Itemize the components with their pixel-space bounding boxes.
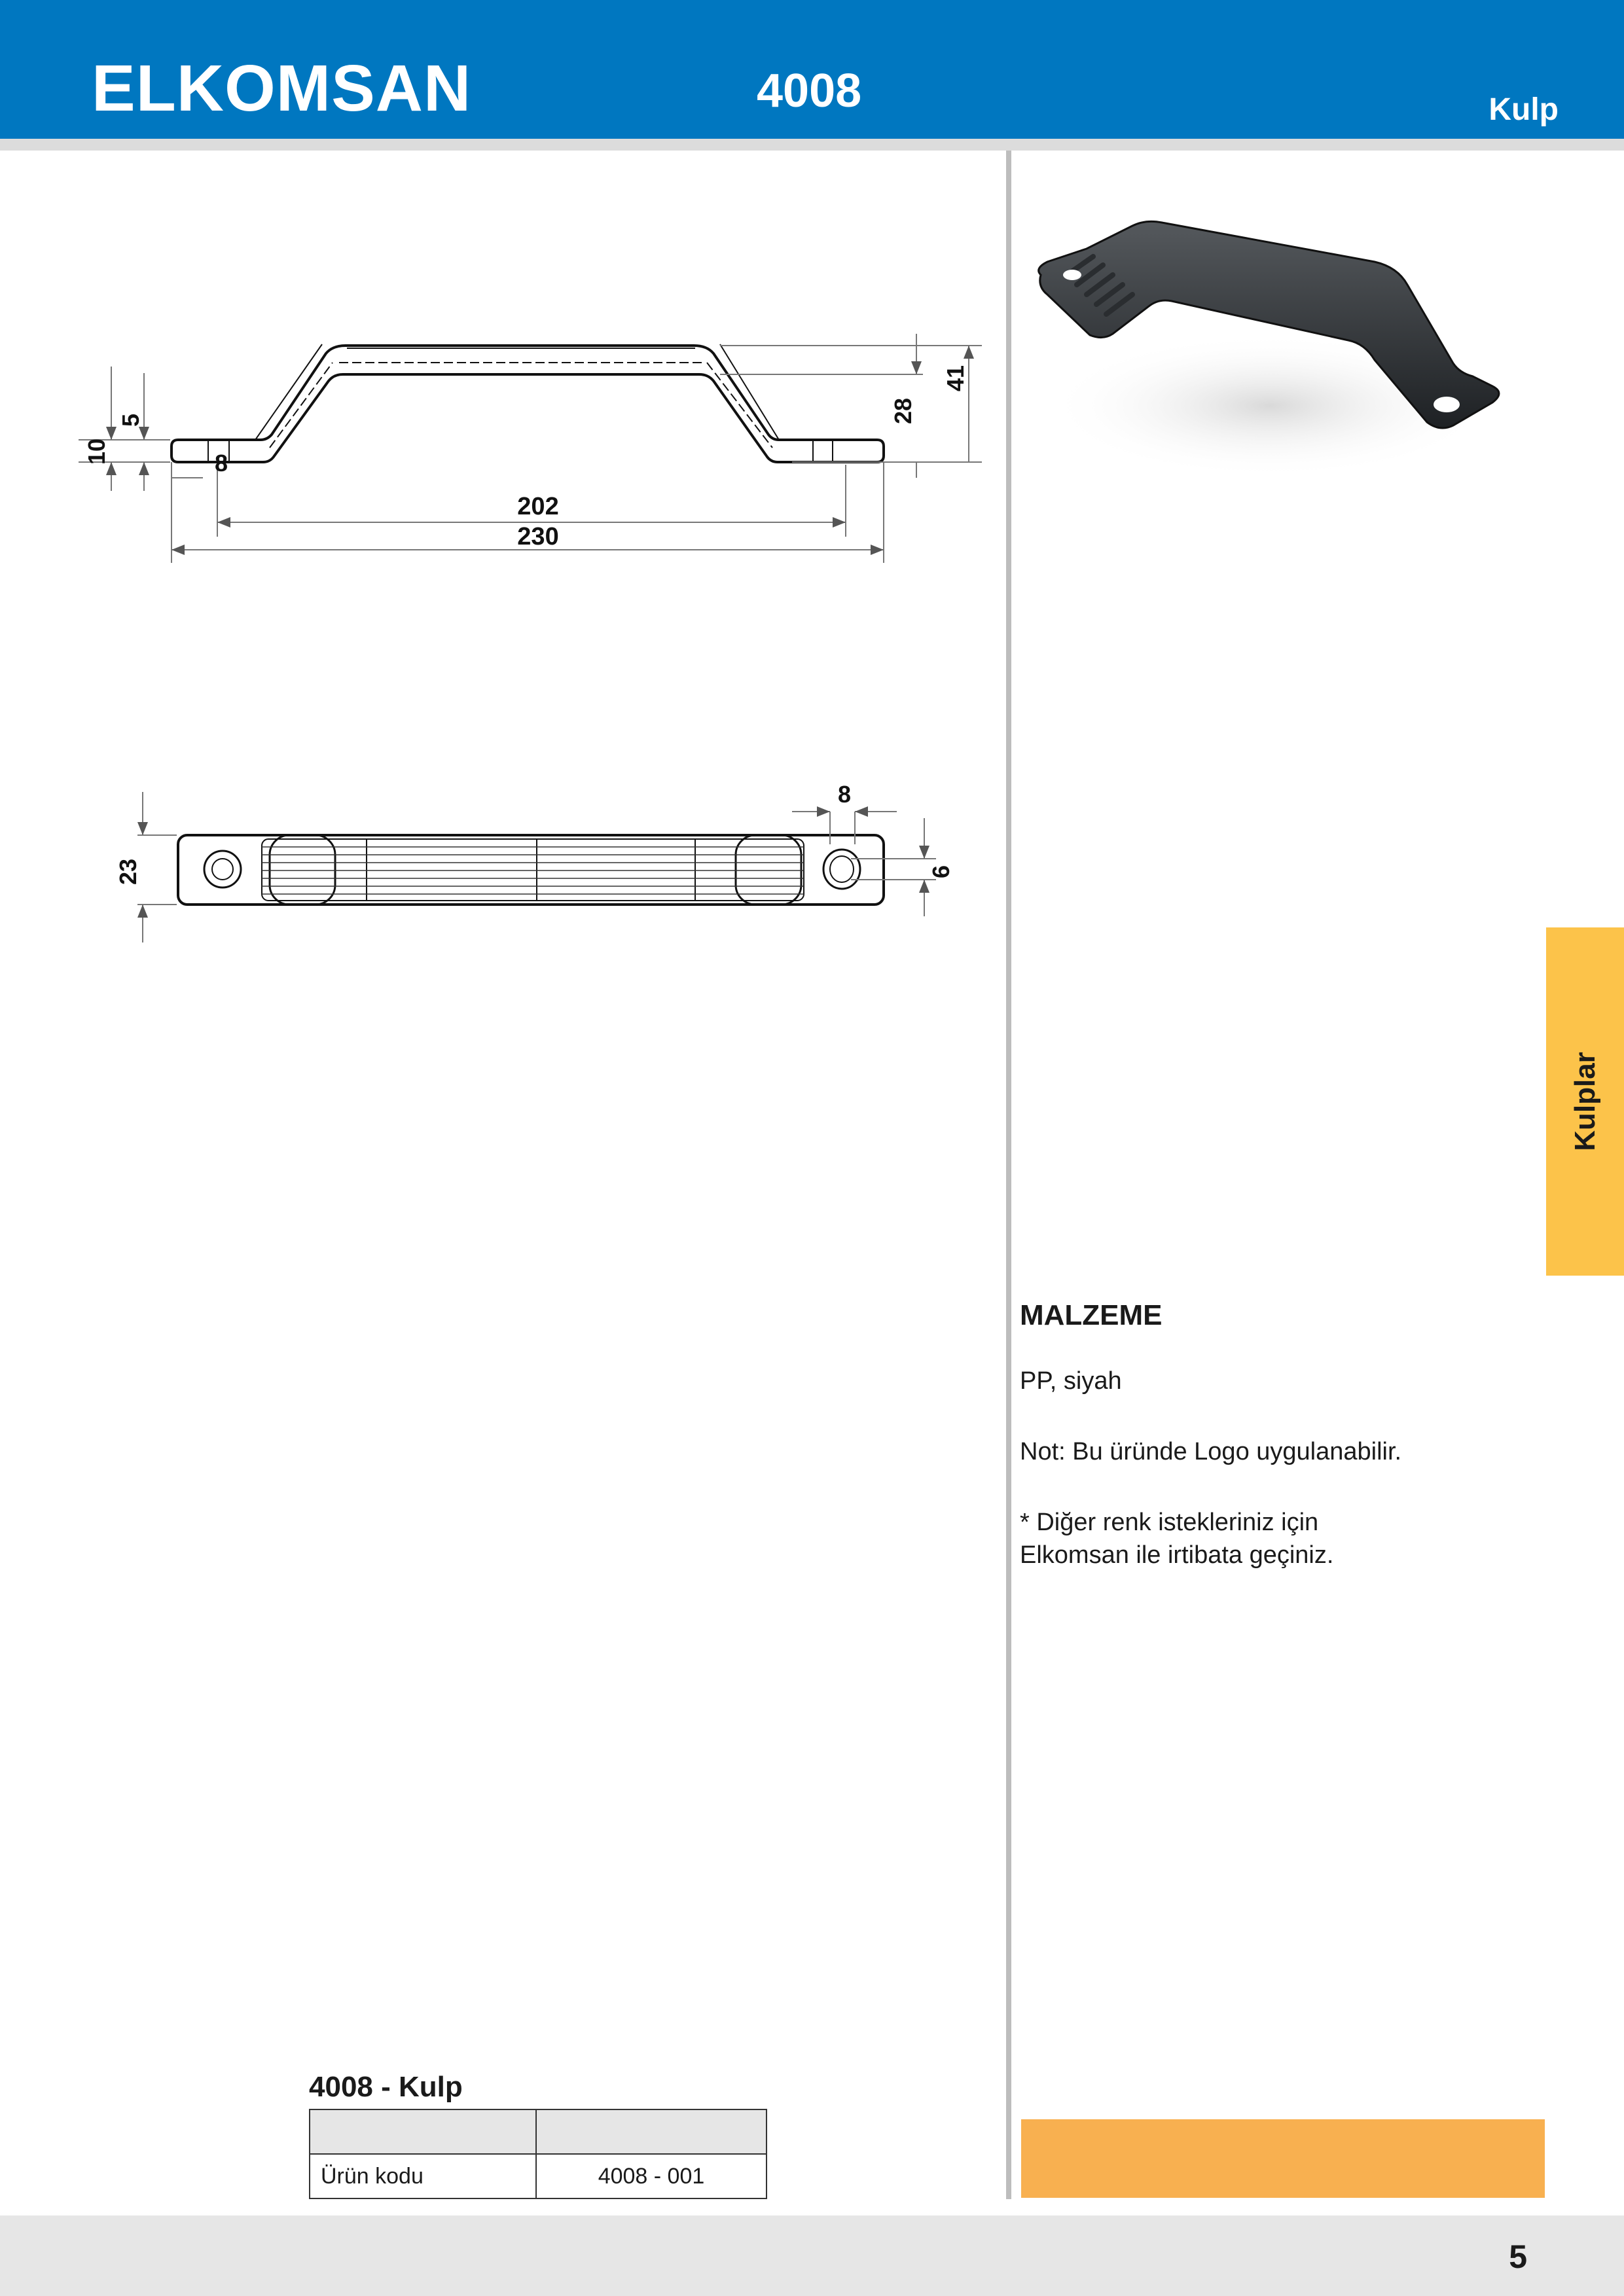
dim-28: 28: [890, 397, 916, 425]
table-header-cell: [310, 2109, 536, 2154]
header-rule: [0, 139, 1624, 151]
product-code-label: Ürün kodu: [310, 2154, 536, 2198]
handle-side-inner: [255, 344, 779, 440]
product-code: 4008: [757, 65, 862, 117]
category-side-tab[interactable]: [1546, 927, 1624, 1276]
logo-note: Not: Bu üründe Logo uygulanabilir.: [1020, 1438, 1402, 1465]
product-table-title: 4008 - Kulp: [309, 2071, 463, 2103]
product-code-value: 4008 - 001: [536, 2154, 767, 2198]
dim-230: 230: [517, 523, 559, 550]
technical-drawing: [65, 275, 995, 969]
material-value: PP, siyah: [1020, 1367, 1122, 1395]
header-bar: [0, 0, 1624, 139]
material-title: MALZEME: [1020, 1299, 1163, 1331]
column-divider: [1006, 151, 1011, 2199]
accent-bar: [1021, 2119, 1545, 2198]
side-tab-label: Kulplar: [1568, 1052, 1601, 1151]
dim-10: 10: [83, 438, 110, 465]
material-spec: [1020, 1299, 1517, 1609]
mount-hole-left: [204, 851, 241, 888]
table-row: [310, 2154, 767, 2198]
dim-8-side: 8: [214, 450, 228, 476]
color-contact-note: * Diğer renk istekleriniz için Elkomsan ile irtibata geçiniz.: [1020, 1509, 1334, 1569]
dim-5: 5: [117, 413, 144, 427]
dim-8-top: 8: [837, 781, 852, 808]
handle-photo-icon: [1021, 196, 1519, 511]
table-header-row: [310, 2109, 767, 2154]
table-header-cell: [536, 2109, 767, 2154]
product-table: [309, 2109, 767, 2199]
brand-name: ELKOMSAN: [92, 52, 472, 125]
dim-202: 202: [517, 493, 559, 520]
dim-41: 41: [942, 365, 969, 392]
footer-bar: [0, 2215, 1624, 2296]
dim-6: 6: [928, 865, 954, 879]
product-category: Kulp: [1489, 92, 1559, 127]
dim-23: 23: [115, 858, 141, 886]
page-number: 5: [1509, 2238, 1527, 2275]
